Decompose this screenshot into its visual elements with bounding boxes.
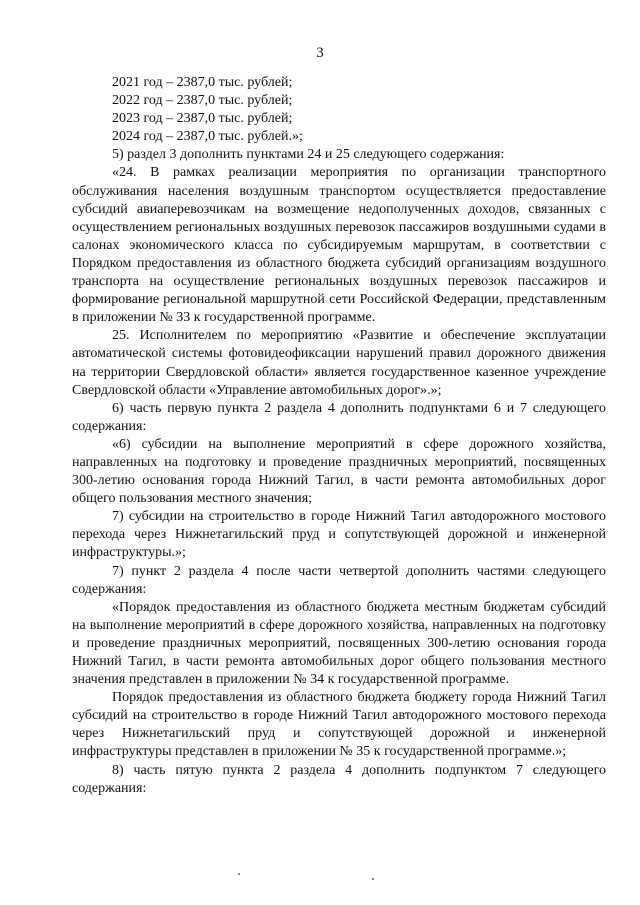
scan-speck (238, 873, 240, 875)
paragraph-year-2022: 2022 год – 2387,0 тыс. рублей; (112, 93, 293, 109)
paragraph-amendment-8: 8) часть пятую пункта 2 раздела 4 дополнить подпунктом 7 следующего содержания: (72, 762, 606, 796)
paragraph-year-2024: 2024 год – 2387,0 тыс. рублей.»; (112, 129, 303, 145)
paragraph-procedure-35: Порядок предоставления из областного бюджета бюджету города Нижний Тагил субсидий на строительство в городе Нижний Тагил автодорожного мостового перехода через Нижнетагильский пруд и сопутствующей дорожной и инженерной инфраструктуры представлен в приложении № 35 к государственной программе.»; (72, 690, 606, 760)
paragraph-subitem-7: 7) субсидии на строительство в городе Нижний Тагил автодорожного мостового перехода через Нижнетагильский пруд и сопутствующей дорожной и инженерной инфраструктуры.»; (72, 509, 606, 561)
paragraph-subitem-6: «6) субсидии на выполнение мероприятий в сфере дорожного хозяйства, направленных на подготовку и проведение праздничных мероприятий, посвященных 300-летию основания города Нижний Тагил, в части ремонта автомобильных дорог общего пользования местного значения; (72, 436, 606, 507)
paragraph-amendment-7: 7) пункт 2 раздела 4 после части четвертой дополнить частями следующего содержания: (72, 563, 606, 597)
paragraph-item-25: 25. Исполнителем по мероприятию «Развитие и обеспечение эксплуатации автоматической системы фотовидеофиксации нарушений правил дорожного движения на территории Свердловской области» является государственное казенное учреждение Свердловской области «Управление автомобильных дорог».»; (72, 328, 606, 398)
paragraph-year-2023: 2023 год – 2387,0 тыс. рублей; (112, 111, 293, 127)
paragraph-year-2021: 2021 год – 2387,0 тыс. рублей; (112, 75, 293, 90)
paragraph-amendment-6: 6) часть первую пункта 2 раздела 4 дополнить подпунктами 6 и 7 следующего содержания: (72, 400, 606, 434)
page-number: 3 (316, 45, 324, 61)
document-body (72, 74, 606, 798)
paragraph-item-24: «24. В рамках реализации мероприятия по организации транспортного обслуживания населения воздушным транспортом осуществляется предоставление субсидий авиаперевозчикам на возмещение недополученных доходов, связанных с осуществлением региональных воздушных перевозок пассажиров воздушными судами в салонах экономического класса по субсидируемым маршрутам, в соответствии с Порядком предоставления из областного бюджета субсидий организациям воздушного транспорта на осуществление региональных воздушных перевозок пассажиров и формирование региональной маршрутной сети Российской Федерации, представленным в приложении № 33 к государственной программе. (72, 165, 606, 326)
paragraph-procedure-34: «Порядок предоставления из областного бюджета местным бюджетам субсидий на выполнение мероприятий в сфере дорожного хозяйства, направленных на подготовку и проведение праздничных мероприятий, посвященных 300-летию основания города Нижний Тагил, в части ремонта автомобильных дорог общего пользования местного значения представлен в приложении № 34 к государственной программе. (72, 599, 606, 688)
scan-speck (372, 878, 374, 880)
paragraph-amendment-5: 5) раздел 3 дополнить пунктами 24 и 25 следующего содержания: (112, 147, 505, 163)
